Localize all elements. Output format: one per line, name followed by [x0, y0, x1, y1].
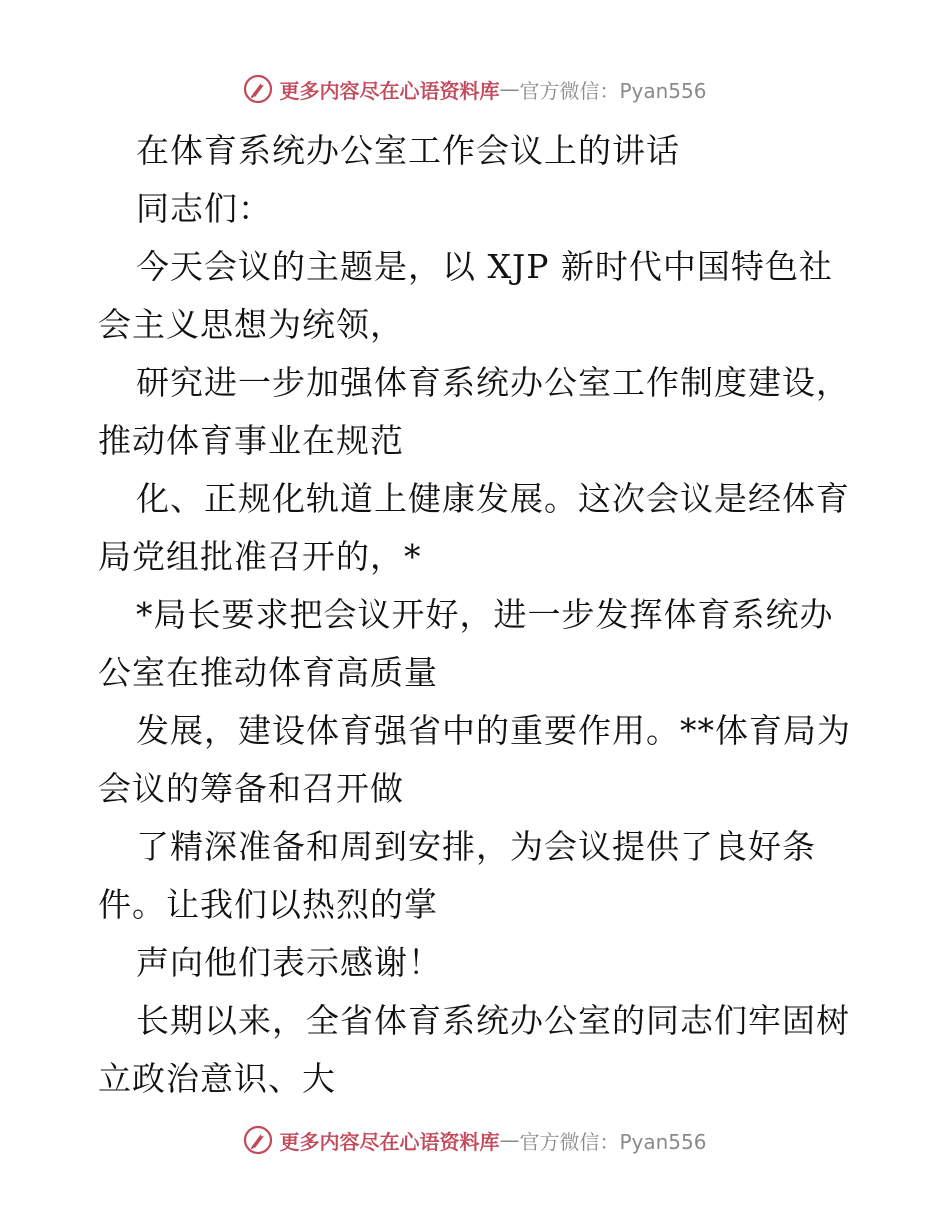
paragraph: 了精深准备和周到安排，为会议提供了良好条件。让我们以热烈的掌 — [98, 827, 816, 924]
pen-logo-icon — [243, 74, 273, 104]
salutation: 同志们： — [136, 189, 272, 228]
footer-brand-text: 更多内容尽在心语资料库 — [279, 1129, 500, 1154]
header-separator: — — [499, 77, 520, 101]
document-body — [98, 122, 858, 1108]
paragraph: 今天会议的主题是，以 XJP 新时代中国特色社会主义思想为统领， — [98, 247, 833, 344]
header-watermark — [0, 71, 950, 107]
paragraph: 声向他们表示感谢！ — [136, 943, 442, 982]
paragraph: 研究进一步加强体育系统办公室工作制度建设，推动体育事业在规范 — [98, 363, 850, 460]
footer-contact-text: 官方微信：Pyan556 — [519, 1129, 707, 1154]
paragraph: 发展，建设体育强省中的重要作用。**体育局为会议的筹备和召开做 — [98, 711, 851, 808]
paragraph: 长期以来，全省体育系统办公室的同志们牢固树立政治意识、大 — [98, 1001, 850, 1098]
header-brand-text: 更多内容尽在心语资料库 — [279, 78, 500, 103]
header-contact-text: 官方微信：Pyan556 — [519, 78, 707, 103]
footer-separator: — — [499, 1128, 520, 1152]
document-title: 在体育系统办公室工作会议上的讲话 — [136, 131, 680, 170]
paragraph: *局长要求把会议开好，进一步发挥体育系统办公室在推动体育高质量 — [98, 595, 834, 692]
paragraph: 化、正规化轨道上健康发展。这次会议是经体育局党组批准召开的，* — [98, 479, 850, 576]
footer-watermark — [0, 1122, 950, 1158]
pen-logo-icon — [243, 1125, 273, 1155]
